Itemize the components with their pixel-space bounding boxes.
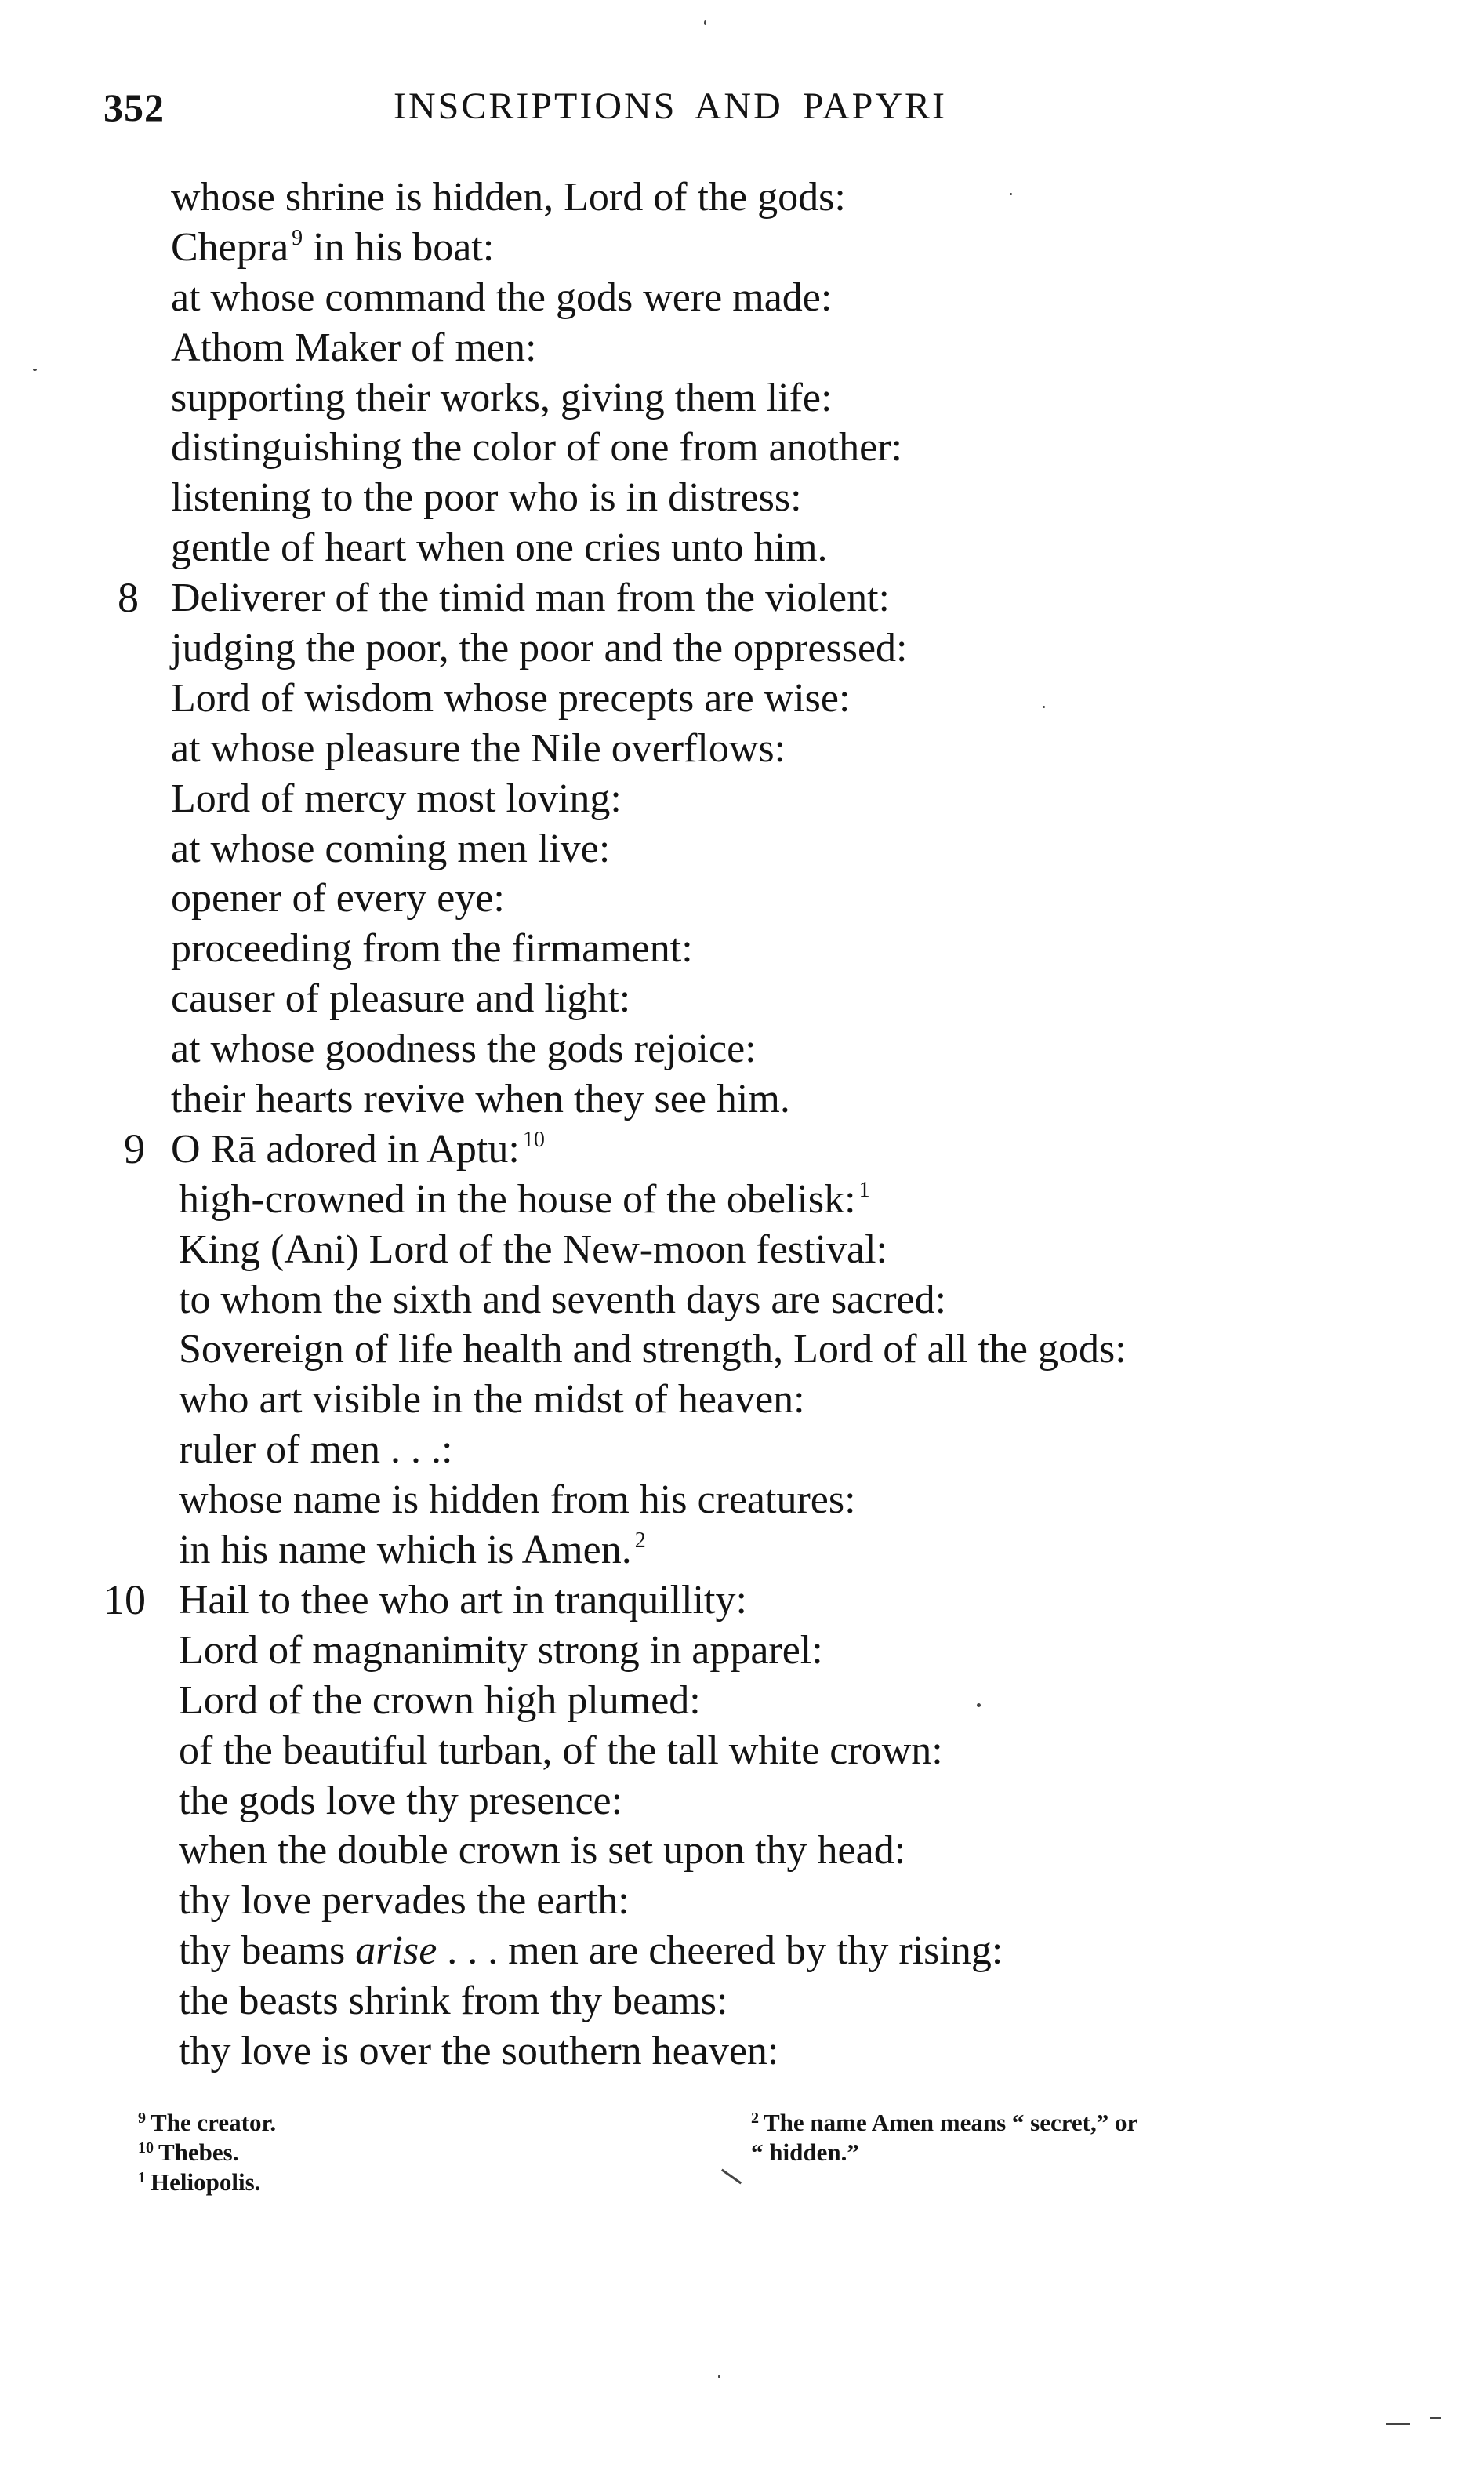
running-head: INSCRIPTIONS AND PAPYRI (394, 85, 948, 127)
poem-line (0, 1475, 1484, 1525)
line-text-segment: who art visible in the midst of heaven: (179, 1377, 805, 1423)
footnote-reference: 10 (522, 1127, 545, 1152)
poem-line-text (179, 1876, 630, 1926)
line-text-segment: whose name is hidden from his creatures: (179, 1477, 856, 1523)
poem-line (0, 674, 1484, 724)
poem-line-text (171, 223, 494, 279)
footnote (138, 2109, 276, 2139)
poem-line-text (171, 874, 505, 924)
poem-line (0, 724, 1484, 774)
poem-line-text (179, 1575, 747, 1626)
line-text-segment: high-crowned in the house of the obelisk: (179, 1176, 856, 1222)
poem-line (0, 1575, 1484, 1626)
stanza-number: 9 (124, 1125, 145, 1172)
poem-line-text (171, 1074, 790, 1125)
poem-line (0, 924, 1484, 974)
poem-line-text (171, 824, 610, 874)
line-text-segment: Lord of mercy most loving: (171, 776, 622, 821)
line-text-segment: gentle of heart when one cries unto him. (171, 525, 828, 571)
footnotes-right-column (751, 2109, 1137, 2165)
poem-line (0, 1175, 1484, 1225)
poem-body (0, 173, 1484, 2077)
poem-line (0, 1776, 1484, 1826)
line-text-segment: Deliverer of the timid man from the violent: (171, 576, 890, 621)
scan-speck (33, 369, 37, 371)
poem-line-text (171, 373, 832, 423)
line-text-continuation: in his boat: (303, 224, 495, 270)
line-text-segment: thy love is over the southern heaven: (179, 2028, 779, 2073)
poem-line-text (171, 423, 902, 473)
line-text-segment: thy beams (179, 1928, 356, 1974)
line-text-segment: at whose coming men live: (171, 826, 611, 871)
line-text-segment: O Rā adored in Aptu: (171, 1126, 520, 1172)
scan-speck (1043, 706, 1045, 708)
poem-line-text (179, 1826, 905, 1876)
footnote-mark: 1 (138, 2169, 146, 2186)
poem-line (0, 1125, 1484, 1175)
poem-line-text (171, 573, 890, 623)
line-emphasis: arise (355, 1928, 437, 1974)
poem-line (0, 423, 1484, 473)
poem-line (0, 473, 1484, 523)
line-text-segment: the gods love thy presence: (179, 1778, 623, 1823)
line-text-segment: the beasts shrink from thy beams: (179, 1979, 728, 2024)
poem-line (0, 623, 1484, 674)
page-number: 352 (103, 85, 165, 129)
poem-line-text (171, 1024, 757, 1074)
line-text-segment: whose shrine is hidden, Lord of the gods: (171, 175, 846, 220)
poem-line (0, 1425, 1484, 1475)
footnotes-left-column (138, 2109, 276, 2199)
line-text-segment: Lord of magnanimity strong in apparel: (179, 1627, 823, 1673)
footnote (138, 2139, 276, 2169)
poem-line-text (179, 1425, 452, 1475)
scan-speck (1010, 193, 1012, 195)
poem-line (0, 874, 1484, 924)
footnote (138, 2169, 276, 2199)
poem-line (0, 323, 1484, 373)
poem-line-text (179, 1926, 1003, 1976)
footnote-text: The creator. (151, 2109, 277, 2136)
footnote-mark: 10 (138, 2139, 154, 2157)
poem-line (0, 273, 1484, 323)
poem-line-text (179, 1776, 622, 1826)
line-text-segment: when the double crown is set upon thy head: (179, 1828, 906, 1873)
poem-line (0, 573, 1484, 623)
line-text-segment: at whose pleasure the Nile overflows: (171, 725, 786, 771)
poem-line (0, 974, 1484, 1024)
scan-speck (1430, 2417, 1441, 2419)
line-text-segment: ruler of men . . .: (179, 1427, 453, 1473)
line-text-segment: at whose goodness the gods rejoice: (171, 1027, 757, 1072)
poem-line-text (171, 924, 693, 974)
scan-speck (704, 20, 706, 25)
poem-line-text (179, 1225, 887, 1275)
footnote-mark: 9 (138, 2109, 146, 2127)
poem-line-text (179, 1375, 805, 1425)
footnote-reference: 1 (858, 1177, 870, 1202)
poem-line (0, 1976, 1484, 2026)
line-text-segment: to whom the sixth and seventh days are sacred: (179, 1277, 947, 1322)
poem-line-text (179, 1976, 727, 2026)
line-text-segment: proceeding from the firmament: (171, 926, 693, 972)
poem-line-text (179, 1626, 823, 1676)
poem-line-text (171, 774, 622, 824)
scan-speck (721, 2169, 742, 2185)
footnote-text: Heliopolis. (151, 2168, 261, 2196)
line-text-segment: Sovereign of life health and strength, Lord of all the gods: (179, 1327, 1127, 1372)
poem-line-text (171, 273, 832, 323)
footnote-mark: 2 (751, 2109, 759, 2127)
poem-line-text (179, 1475, 856, 1525)
line-text-segment: in his name which is Amen. (179, 1528, 632, 1573)
footnote-text: The name Amen means “ secret,” or (764, 2109, 1138, 2136)
poem-line-text (171, 173, 846, 223)
poem-line (0, 774, 1484, 824)
poem-line (0, 1074, 1484, 1125)
poem-line-text (179, 1676, 701, 1726)
stanza-number: 8 (118, 574, 139, 622)
poem-line (0, 1726, 1484, 1776)
poem-line-text (179, 1726, 943, 1776)
line-text-segment: distinguishing the color of one from another: (171, 425, 902, 471)
scan-speck (718, 2375, 720, 2378)
poem-line (0, 1926, 1484, 1976)
scan-speck (977, 1703, 981, 1707)
poem-line (0, 1225, 1484, 1275)
footnote-text: “ hidden.” (751, 2139, 859, 2166)
poem-line-text (171, 323, 536, 373)
poem-line-text (179, 1275, 946, 1325)
line-text-segment: opener of every eye: (171, 876, 505, 921)
poem-line (0, 1826, 1484, 1876)
footnote-text: Thebes. (158, 2139, 239, 2166)
footnote-reference: 2 (634, 1528, 646, 1553)
poem-line-text (171, 974, 630, 1024)
poem-line-text (179, 1525, 646, 1582)
poem-line (0, 1876, 1484, 1926)
poem-line (0, 1626, 1484, 1676)
poem-line-text (171, 523, 828, 573)
line-text-segment: judging the poor, the poor and the oppressed: (171, 626, 908, 671)
line-text-segment: of the beautiful turban, of the tall white crown: (179, 1728, 943, 1773)
line-text-segment: King (Ani) Lord of the New-moon festival: (179, 1226, 888, 1272)
line-text-segment: at whose command the gods were made: (171, 274, 833, 320)
line-text-segment: Lord of the crown high plumed: (179, 1677, 701, 1723)
poem-line-text (171, 674, 850, 724)
line-text-segment: thy love pervades the earth: (179, 1878, 630, 1924)
footnote (751, 2109, 1137, 2139)
line-text-segment: Chepra (171, 224, 289, 270)
poem-line-text (171, 623, 908, 674)
line-text-segment: their hearts revive when they see him. (171, 1077, 790, 1122)
poem-line (0, 1375, 1484, 1425)
poem-line (0, 1275, 1484, 1325)
poem-line-text (179, 1325, 1127, 1375)
line-text-segment: causer of pleasure and light: (171, 976, 631, 1022)
footnote (751, 2139, 1137, 2165)
line-text-segment: listening to the poor who is in distress: (171, 475, 802, 521)
poem-line (0, 523, 1484, 573)
poem-line-text (171, 724, 786, 774)
line-text-segment: Athom Maker of men: (171, 325, 537, 370)
line-text-continuation: . . . men are cheered by thy rising: (437, 1928, 1003, 1974)
footnote-reference: 9 (292, 225, 303, 250)
poem-line (0, 2026, 1484, 2077)
poem-line-text (179, 2026, 778, 2077)
poem-line (0, 223, 1484, 273)
line-text-segment: Lord of wisdom whose precepts are wise: (171, 675, 851, 721)
stanza-number: 10 (103, 1575, 146, 1623)
poem-line (0, 373, 1484, 423)
poem-line-text (171, 473, 802, 523)
scan-speck (1386, 2423, 1410, 2425)
poem-line (0, 173, 1484, 223)
line-text-segment: supporting their works, giving them life: (171, 375, 833, 420)
poem-line-text (179, 1175, 870, 1231)
poem-line-text (171, 1125, 545, 1181)
poem-line (0, 1325, 1484, 1375)
poem-line (0, 1024, 1484, 1074)
poem-line (0, 824, 1484, 874)
poem-line (0, 1525, 1484, 1575)
line-text-segment: Hail to thee who art in tranquillity: (179, 1577, 747, 1623)
poem-line (0, 1676, 1484, 1726)
